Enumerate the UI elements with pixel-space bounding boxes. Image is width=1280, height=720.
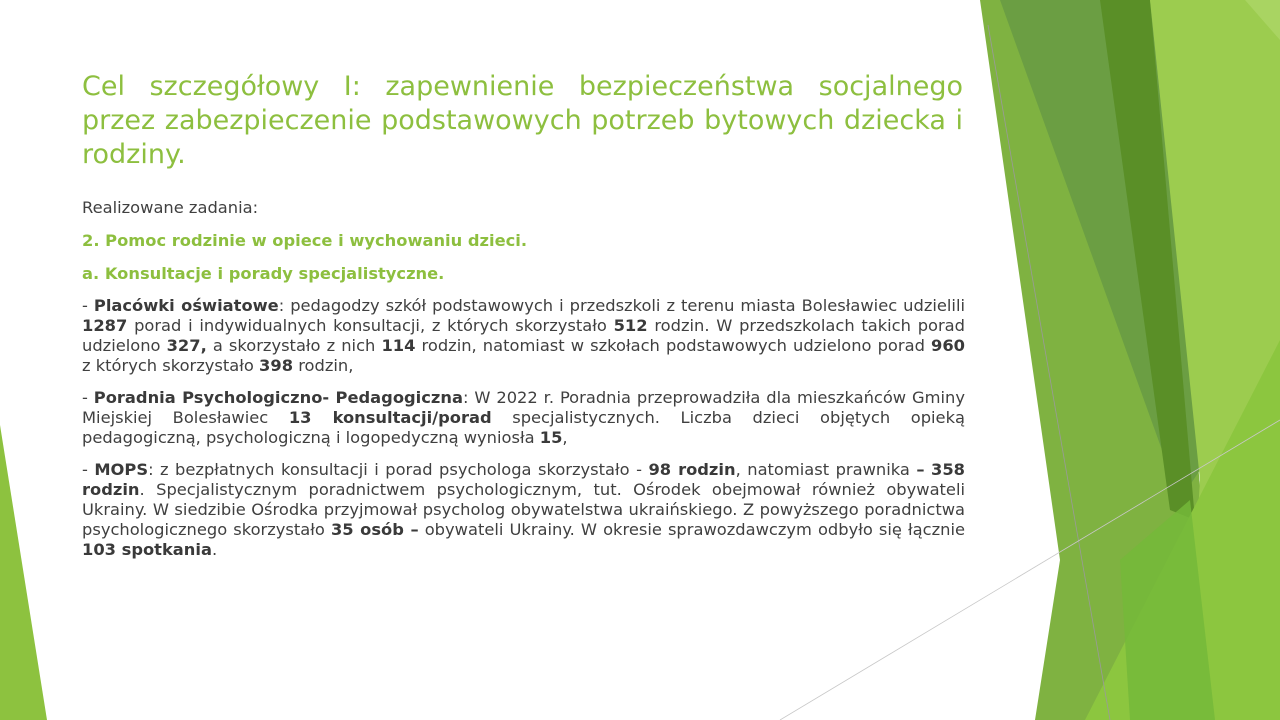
- text-run: ,: [562, 428, 568, 447]
- text-run: . Specjalistycznym poradnictwem psychologicznym, tut. Ośrodek obejmował również obywateli Ukrainy. W siedzibie Ośrodka przyjmował psycholog obywatelstwa ukraińskiego. Z powyższego poradnictwa psychologicznego skorzystało: [82, 480, 965, 539]
- subtask-heading: a. Konsultacje i porady specjalistyczne.: [82, 264, 445, 283]
- text-run: rodzin. W przedszkolach takich porad udzielono: [82, 316, 965, 355]
- bold-run: 103 spotkania: [82, 540, 212, 559]
- bold-run: MOPS: [94, 460, 149, 479]
- bold-run: 358 rodzin: [82, 460, 965, 499]
- bold-run: 15: [539, 428, 563, 447]
- text-run: porad i indywidualnych konsultacji, z których skorzystało: [127, 316, 614, 335]
- task-heading: 2. Pomoc rodzinie w opiece i wychowaniu dzieci.: [82, 231, 528, 250]
- text-run: specjalistycznych. Liczba dzieci objętych opieką pedagogiczną, psychologiczną i logopedyczną wyniosła: [82, 408, 965, 447]
- bold-run: 13 konsultacji/porad: [288, 408, 492, 427]
- bold-run: 512: [613, 316, 648, 335]
- paragraph-placowki-oswiatowe: [82, 296, 965, 376]
- text-run: rodzin, natomiast w szkołach podstawowych udzielono porad: [415, 336, 931, 355]
- text-run: : z bezpłatnych konsultacji i porad psychologa skorzystało -: [148, 460, 649, 479]
- text-run: .: [211, 540, 218, 559]
- slide-title: Cel szczegółowy I: zapewnienie bezpieczeństwa socjalnego przez zabezpieczenie podstawowych potrzeb bytowych dziecka i rodziny.: [82, 71, 963, 170]
- slide-content: [82, 198, 965, 572]
- text-run: rodzin,: [293, 356, 354, 375]
- text-run: z których skorzystało: [82, 356, 260, 375]
- bold-run: –: [916, 460, 925, 479]
- text-run: obywateli Ukrainy. W okresie sprawozdawczym odbyło się łącznie: [418, 520, 965, 539]
- text-run: a skorzystało z nich: [206, 336, 382, 355]
- text-run: -: [82, 460, 95, 479]
- paragraph-poradnia: [82, 388, 965, 448]
- bold-run: 114: [381, 336, 416, 355]
- intro-text: Realizowane zadania:: [82, 198, 259, 217]
- text-run: -: [82, 296, 94, 315]
- bold-run: 1287: [82, 316, 128, 335]
- text-run: -: [82, 388, 94, 407]
- bold-run: 960: [931, 336, 965, 355]
- bold-run: 398: [259, 356, 294, 375]
- text-run: , natomiast prawnika: [735, 460, 917, 479]
- text-run: : W 2022 r. Poradnia przeprowadziła dla mieszkańców Gminy Miejskiej Bolesławiec: [82, 388, 965, 427]
- bold-run: 327,: [166, 336, 207, 355]
- bold-run: Poradnia Psychologiczno- Pedagogiczna: [93, 388, 463, 407]
- text-run: : pedagodzy szkół podstawowych i przedszkoli z terenu miasta Bolesławiec udzielili: [278, 296, 965, 315]
- bold-run: Placówki oświatowe: [93, 296, 279, 315]
- bold-run: 98 rodzin: [648, 460, 736, 479]
- bold-run: 35 osób –: [330, 520, 419, 539]
- paragraph-mops: [82, 460, 965, 560]
- left-green-wedge: [0, 425, 47, 720]
